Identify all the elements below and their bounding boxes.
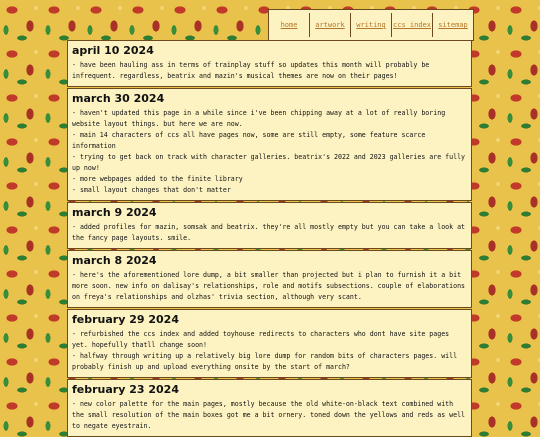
entry-line: - trying to get back on track with character galleries. beatrix's 2022 and 2023 galleries are fully up now! <box>72 153 466 172</box>
entry-line: - haven't updated this page in a while since i've been chipping away at a lot of really boring website layout things. but here we are now. <box>72 109 446 128</box>
entry-date: april 10 2024 <box>72 44 154 57</box>
update-entry <box>67 379 472 437</box>
update-entry <box>67 88 472 201</box>
entry-date: february 29 2024 <box>72 313 179 326</box>
entry-line: - main 14 characters of ccs all have pages now, some are still empty, some feature scarce information <box>72 131 426 150</box>
nav-link-ccs-index[interactable]: ccs index <box>392 13 433 37</box>
updates-log[interactable] <box>67 40 472 430</box>
entry-line: - have been hauling ass in terms of trainplay stuff so updates this month will probably be infrequent. regardless, beatrix and mazin's musical themes are now on their pages! <box>72 61 430 80</box>
update-entry <box>67 40 472 87</box>
entry-line: - small layout changes that don't matter <box>72 186 231 194</box>
entry-line: - added profiles for mazin, somsak and beatrix. they're all mostly empty but you can take a look at the fancy page layouts. smile. <box>72 223 466 242</box>
update-entry <box>67 250 472 308</box>
entry-date: february 23 2024 <box>72 383 179 396</box>
nav-link-writing[interactable]: writing <box>351 13 392 37</box>
entry-date: march 30 2024 <box>72 92 165 105</box>
entry-line: - refurbished the ccs index and added toyhouse redirects to characters who dont have site pages yet. hopefully thatll change soon! <box>72 330 450 349</box>
top-nav <box>268 9 474 41</box>
nav-link-home[interactable]: home <box>269 13 310 37</box>
nav-link-sitemap[interactable]: sitemap <box>438 21 468 29</box>
entry-line: - here's the aforementioned lore dump, a bit smaller than projected but i plan to furnish it a bit more soon. new info on dalisay's relationships, role and motifs subsections. couple of elaborations on freya's relationships and olzhas' trivia section, although very scant. <box>72 271 466 301</box>
entry-line: - new color palette for the main pages, mostly because the old white-on-black text combined with the small resolution of the main boxes got me a bit ornery. toned down the yellows and reds as well to negate eyestrain. <box>72 400 466 430</box>
entry-date: march 9 2024 <box>72 206 157 219</box>
entry-date: march 8 2024 <box>72 254 157 267</box>
update-entry <box>67 309 472 378</box>
entry-line: - halfway through writing up a relatively big lore dump for random bits of characters pages. will probably finish up and upload everything onsite by the start of march? <box>72 352 458 371</box>
entry-line: - more webpages added to the finite library <box>72 175 243 183</box>
nav-link-artwork[interactable]: artwork <box>310 13 351 37</box>
update-entry <box>67 202 472 249</box>
